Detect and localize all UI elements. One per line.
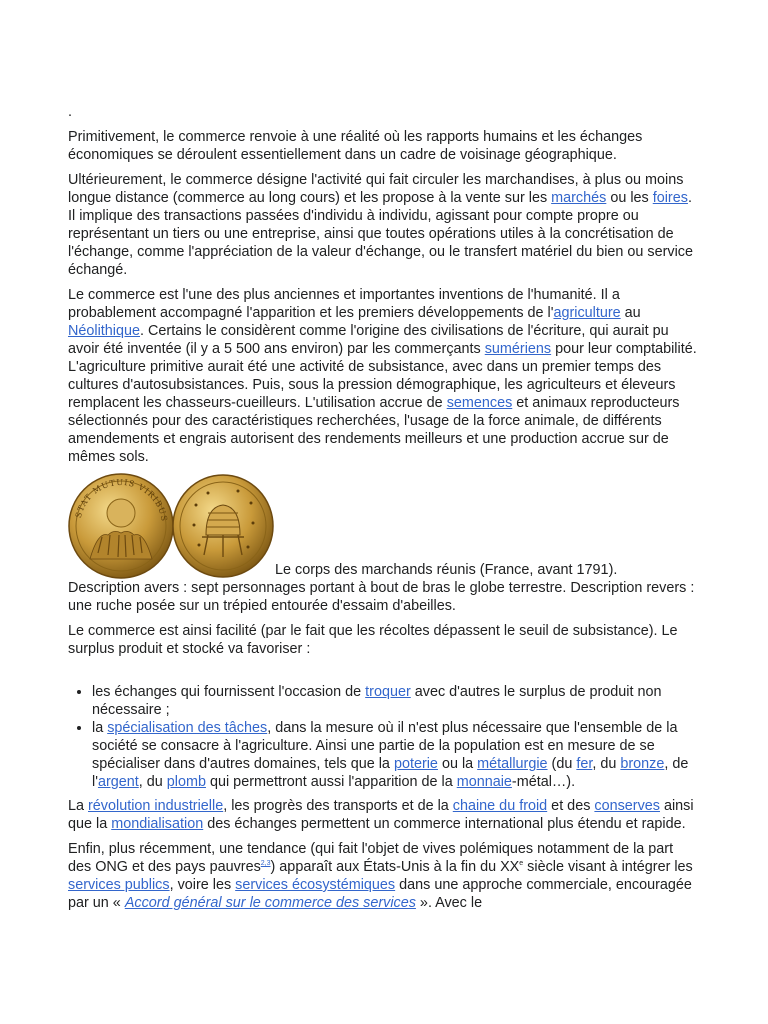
text: Le commerce est l'une des plus anciennes et importantes inventions de l'humanité. Il a probablement accompagné l'apparition et les premiers développements de l' bbox=[68, 287, 620, 321]
list-item bbox=[92, 719, 700, 791]
text: , de l' bbox=[92, 756, 689, 790]
link-agriculture[interactable]: agriculture bbox=[553, 305, 621, 321]
text: ) apparaît aux États-Unis à la fin du XX bbox=[270, 859, 520, 875]
text: , du bbox=[592, 756, 621, 772]
text: . Certains le considèrent comme l'origine des civilisations de l'écriture, qui aurait pu avoir été inventée (il y a 5 500 ans environ) par les commerçants bbox=[68, 323, 669, 357]
text: ou la bbox=[437, 756, 478, 772]
paragraph-3 bbox=[68, 286, 700, 466]
link-marches[interactable]: marchés bbox=[551, 190, 607, 206]
paragraph-6 bbox=[68, 840, 700, 912]
coin-illustration bbox=[68, 473, 274, 579]
obverse-inscription: STAT MUTUIS VIRIBUS bbox=[73, 477, 169, 523]
link-plomb[interactable]: plomb bbox=[166, 774, 206, 790]
text: . Il implique des transactions passées d'individu à individu, agissant pour compte propre ou représentant un tiers ou une entreprise, ainsi que toutes opérations utiles à la concrétisation de l'échange, comme l'appréciation de la valeur d'échange, ou le transfert matériel du bien ou service échangé. bbox=[68, 190, 694, 278]
link-monnaie[interactable]: monnaie bbox=[456, 774, 512, 790]
intro-dot: . bbox=[68, 104, 72, 120]
text: la bbox=[92, 720, 108, 736]
superscript: e bbox=[519, 860, 524, 868]
text: qui permettront aussi l'apparition de la bbox=[205, 774, 457, 790]
text: siècle visant à intégrer les bbox=[523, 859, 693, 875]
article-body bbox=[68, 103, 700, 919]
text: avec d'autres le surplus de produit non nécessaire ; bbox=[92, 684, 662, 718]
text: ainsi que la bbox=[68, 798, 694, 832]
link-services-publics[interactable]: services publics bbox=[68, 877, 170, 893]
link-services-ecosystemiques[interactable]: services écosystémiques bbox=[235, 877, 396, 893]
coin-image bbox=[68, 473, 274, 579]
link-agcs[interactable]: Accord général sur le commerce des services bbox=[124, 895, 416, 911]
link-conserves[interactable]: conserves bbox=[594, 798, 660, 814]
figure-caption-description: Description avers : sept personnages portant à bout de bras le globe terrestre. Description revers : une ruche posée sur un trépied entourée d'essaim d'abeilles. bbox=[68, 580, 695, 614]
link-bronze[interactable]: bronze bbox=[620, 756, 665, 772]
link-fer[interactable]: fer bbox=[576, 756, 593, 772]
list-item bbox=[92, 683, 700, 719]
link-chaine-du-froid[interactable]: chaine du froid bbox=[452, 798, 548, 814]
text: , du bbox=[138, 774, 167, 790]
text: (du bbox=[547, 756, 577, 772]
coin-obverse bbox=[69, 474, 173, 578]
text: et animaux reproducteurs sélectionnés pour des caractéristiques recherchées, l'usage de la force animale, de différents amendements et engrais autorisent des rendements meilleurs et une production accrue sur de mêmes sols. bbox=[68, 395, 680, 465]
text: Enfin, plus récemment, une tendance (qui fait l'objet de vives polémiques notamment de la part des ONG et des pays pauvres bbox=[68, 841, 674, 875]
figure-coins bbox=[68, 473, 700, 579]
link-metallurgie[interactable]: métallurgie bbox=[477, 756, 548, 772]
text: ». Avec le bbox=[415, 895, 483, 911]
coin-reverse bbox=[173, 475, 273, 577]
link-mondialisation[interactable]: mondialisation bbox=[111, 816, 204, 832]
text: , voire les bbox=[169, 877, 236, 893]
text: des échanges permettent un commerce international plus étendu et rapide. bbox=[203, 816, 686, 832]
paragraph-4: Le commerce est ainsi facilité (par le fait que les récoltes dépassent le seuil de subsistance). Le surplus produit et stocké va favoriser : bbox=[68, 623, 678, 657]
link-argent[interactable]: argent bbox=[97, 774, 139, 790]
spacer bbox=[68, 665, 700, 683]
link-semences[interactable]: semences bbox=[446, 395, 513, 411]
text: , dans la mesure où il n'est plus nécessaire que l'ensemble de la société se consacre à l'agriculture. Ainsi une partie de la population est en mesure de se spécialiser dans d'autres domaines, tels que la bbox=[92, 720, 678, 772]
link-foires[interactable]: foires bbox=[652, 190, 688, 206]
link-sumeriens[interactable]: sumériens bbox=[484, 341, 552, 357]
bullet-list bbox=[68, 683, 700, 791]
text: et des bbox=[547, 798, 595, 814]
link-poterie[interactable]: poterie bbox=[393, 756, 438, 772]
text: les échanges qui fournissent l'occasion de bbox=[92, 684, 366, 700]
text: dans une approche commerciale, encouragée par un « bbox=[68, 877, 692, 911]
link-specialisation[interactable]: spécialisation des tâches bbox=[107, 720, 268, 736]
text: , les progrès des transports et de la bbox=[223, 798, 453, 814]
link-neolithique[interactable]: Néolithique bbox=[68, 323, 141, 339]
paragraph-5 bbox=[68, 797, 700, 833]
text: pour leur comptabilité. L'agriculture primitive aurait été une activité de subsistance, avec dans un premier temps des cultures d'autosubsistances. Puis, sous la pression démographique, les agriculteurs et éleveurs remplacent les chasseurs-cueilleurs. L'utilisation accrue de bbox=[68, 341, 697, 411]
paragraph-2 bbox=[68, 171, 700, 279]
figure-caption-line1: Le corps des marchands réunis (France, avant 1791). bbox=[275, 562, 618, 578]
link-revolution-industrielle[interactable]: révolution industrielle bbox=[88, 798, 224, 814]
text: -métal…). bbox=[511, 774, 576, 790]
text: Ultérieurement, le commerce désigne l'activité qui fait circuler les marchandises, à plus ou moins longue distance (commerce au long cours) et les propose à la vente sur les bbox=[68, 172, 684, 206]
link-troquer[interactable]: troquer bbox=[365, 684, 411, 700]
text: ou les bbox=[606, 190, 653, 206]
text: La bbox=[68, 798, 89, 814]
text: au bbox=[620, 305, 641, 321]
paragraph-1: Primitivement, le commerce renvoie à une réalité où les rapports humains et les échanges économiques se déroulent essentiellement dans un cadre de voisinage géographique. bbox=[68, 129, 643, 163]
reference-link[interactable]: 2,3 bbox=[260, 860, 271, 868]
